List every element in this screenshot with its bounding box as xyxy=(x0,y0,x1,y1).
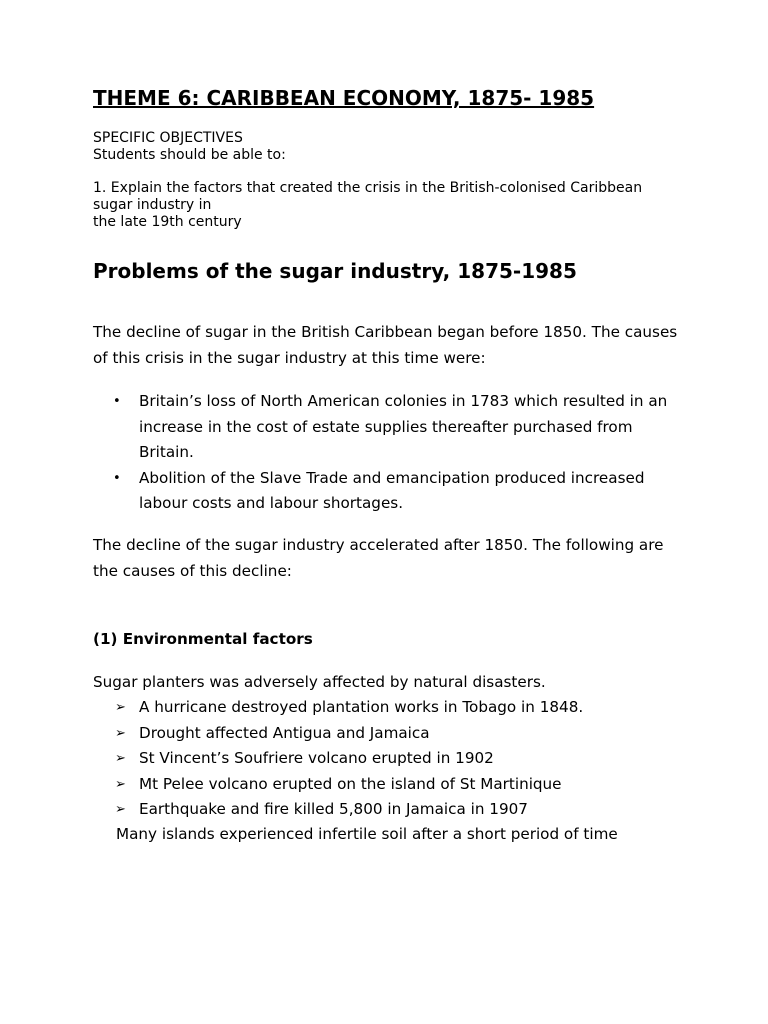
objectives-intro: Students should be able to: xyxy=(93,147,286,163)
objectives-block xyxy=(93,130,673,164)
list-item-text: Earthquake and fire killed 5,800 in Jamaica in 1907 xyxy=(139,800,528,818)
list-item xyxy=(93,721,693,747)
list-item xyxy=(93,389,683,466)
arrow-bullet-icon: ➢ xyxy=(115,802,126,817)
list-item xyxy=(93,466,683,517)
objectives-heading: SPECIFIC OBJECTIVES xyxy=(93,130,243,146)
list-item-text: Britain’s loss of North American colonies in 1783 which resulted in an increase in the cost of estate supplies thereafter purchased from Britain. xyxy=(139,392,668,461)
theme-title: THEME 6: CARIBBEAN ECONOMY, 1875- 1985 xyxy=(93,86,595,110)
objective-1 xyxy=(93,180,668,231)
bullet-icon: • xyxy=(113,470,121,486)
arrow-bullet-icon: ➢ xyxy=(115,751,126,766)
early-causes-list xyxy=(93,389,683,517)
list-item-text: Drought affected Antigua and Jamaica xyxy=(139,723,430,742)
arrow-bullet-icon: ➢ xyxy=(115,700,126,715)
closing-line: Many islands experienced infertile soil after a short period of time xyxy=(116,825,618,843)
section-title: Problems of the sugar industry, 1875-1985 xyxy=(93,259,577,283)
list-item-text: A hurricane destroyed plantation works in Tobago in 1848. xyxy=(139,698,584,716)
accelerated-paragraph: The decline of the sugar industry accelerated after 1850. The following are the causes of this decline: xyxy=(93,536,664,580)
intro-paragraph: The decline of sugar in the British Caribbean began before 1850. The causes of this crisis in the sugar industry at this time were: xyxy=(93,323,678,367)
environmental-factors-heading: (1) Environmental factors xyxy=(93,630,313,648)
arrow-bullet-icon: ➢ xyxy=(115,776,126,792)
list-item-text: Mt Pelee volcano erupted on the island of St Martinique xyxy=(139,774,562,793)
list-item xyxy=(93,772,693,798)
disasters-list xyxy=(93,695,693,823)
objective-1-continuation: the late 19th century xyxy=(93,214,242,230)
list-item xyxy=(93,746,693,772)
disasters-intro: Sugar planters was adversely affected by natural disasters. xyxy=(93,673,546,691)
list-item xyxy=(93,797,693,823)
list-item-text: St Vincent’s Soufriere volcano erupted in 1902 xyxy=(139,749,494,767)
list-item-text: Abolition of the Slave Trade and emancipation produced increased labour costs and labour shortages. xyxy=(139,468,645,512)
arrow-bullet-icon: ➢ xyxy=(115,725,126,741)
list-item xyxy=(93,695,693,721)
bullet-icon: • xyxy=(113,394,121,409)
objective-1-text: 1. Explain the factors that created the crisis in the British-colonised Caribbean sugar industry in xyxy=(93,180,643,213)
